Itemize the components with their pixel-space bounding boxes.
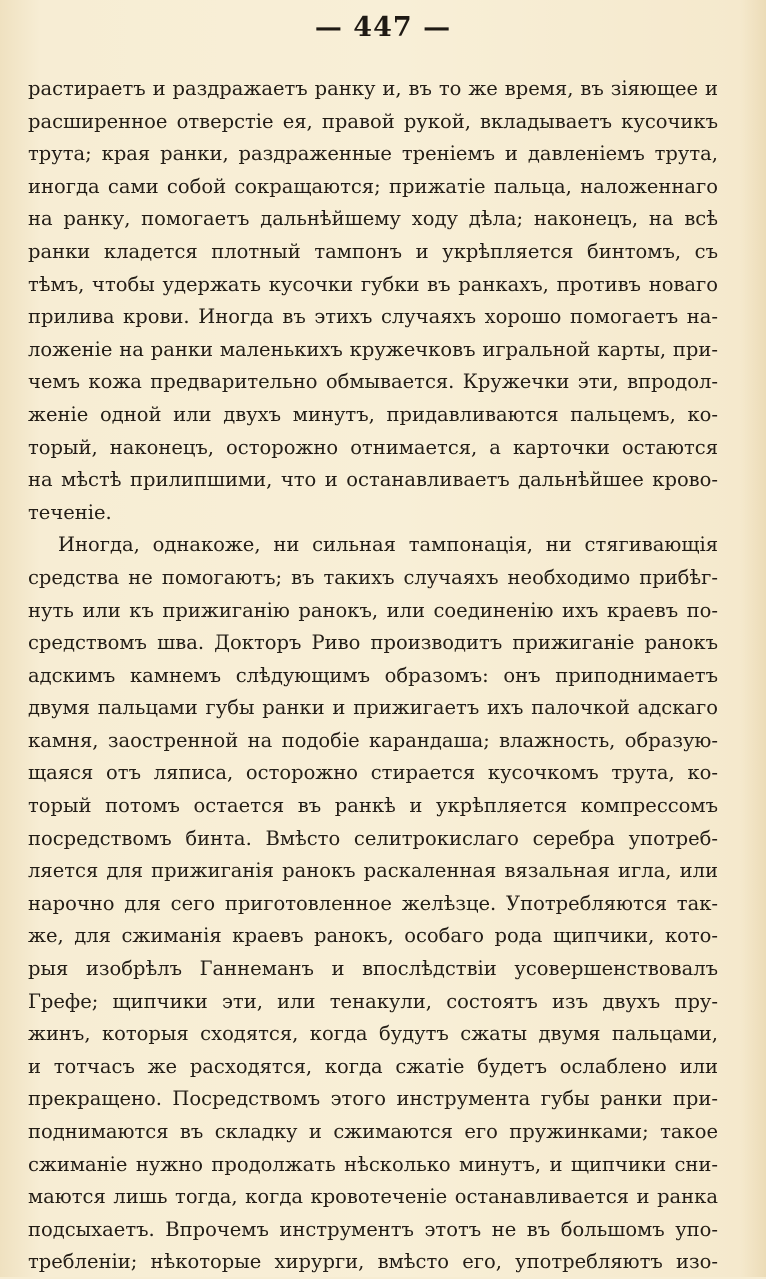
text-line: ложеніе на ранки маленькихъ кружечковъ игральной карты, при- [28,337,718,361]
text-line: маются лишь тогда, когда кровотеченіе останавливается и ранка [28,1185,718,1209]
text-line: Иногда, однакоже, ни сильная тампонація, ни стягивающія [58,533,718,557]
text-line: иногда сами собой сокращаются; прижатіе пальца, наложеннаго [28,174,718,198]
text-line: прекращено. Посредствомъ этого инструмента губы ранки при- [28,1087,718,1111]
text-line: рыя изобрѣлъ Ганнеманъ и впослѣдствіи усовершенствовалъ [28,957,718,981]
text-line: нарочно для сего приготовленное желѣзце. Употребляются так- [28,891,718,915]
text-line: посредствомъ бинта. Вмѣсто селитрокислаго серебра употреб- [28,826,718,850]
text-line: Грефе; щипчики эти, или тенакули, состоятъ изъ двухъ пру- [28,989,718,1013]
paragraph-1 [28,73,718,529]
text-line: требленіи; нѣкоторые хирурги, вмѣсто его, употребляютъ изо- [28,1250,718,1274]
text-line: и тотчасъ же расходятся, когда сжатіе будетъ ослаблено или [28,1054,718,1078]
text-line: на мѣстѣ прилипшими, что и останавливаетъ дальнѣйшее крово- [28,468,718,492]
text-line: средствомъ шва. Докторъ Риво производитъ прижиганіе ранокъ [28,631,718,655]
text-line: ляется для прижиганія ранокъ раскаленная вязальная игла, или [28,859,718,883]
text-line: адскимъ камнемъ слѣдующимъ образомъ: онъ приподнимаетъ [28,663,718,687]
text-line: чемъ кожа предварительно обмывается. Кружечки эти, впродол- [28,370,718,394]
text-line: женіе одной или двухъ минутъ, придавливаются пальцемъ, ко- [28,402,718,426]
text-line: поднимаются въ складку и сжимаются его пружинками; такое [28,1120,718,1143]
text-line: нуть или къ прижиганію ранокъ, или соединенію ихъ краевъ по- [28,598,718,622]
text-line: прилива крови. Иногда въ этихъ случаяхъ хорошо помогаетъ на- [28,305,718,329]
text-line: сжиманіе нужно продолжать нѣсколько минутъ, и щипчики сни- [28,1152,718,1176]
text-line: подсыхаетъ. Впрочемъ инструментъ этотъ не въ большомъ упо- [28,1217,718,1241]
body-text [28,73,718,1279]
text-line: жинъ, которыя сходятся, когда будутъ сжаты двумя пальцами, [28,1022,718,1046]
text-line: щаяся отъ ляписа, осторожно стирается кусочкомъ трута, ко- [28,761,718,785]
text-line: растираетъ и раздражаетъ ранку и, въ то же время, въ зіяющее и [28,77,718,100]
text-line: тѣмъ, чтобы удержать кусочки губки въ ранкахъ, противъ новаго [28,272,718,296]
text-line: теченіе. [28,500,112,524]
text-line: двумя пальцами губы ранки и прижигаетъ ихъ палочкой адскаго [28,696,718,720]
text-line: трута; края ранки, раздраженные треніемъ и давленіемъ трута, [28,142,718,166]
text-line: на ранку, помогаетъ дальнѣйшему ходу дѣла; наконецъ, на всѣ [28,207,718,231]
text-line: же, для сжиманія краевъ ранокъ, особаго рода щипчики, кото- [28,924,718,948]
paragraph-2 [28,529,718,1279]
text-line: торый, наконецъ, осторожно отнимается, а карточки остаются [28,435,718,459]
page-number: — 447 — [314,12,452,43]
text-line: расширенное отверстіе ея, правой рукой, вкладываетъ кусочикъ [28,109,718,133]
text-line: средства не помогаютъ; въ такихъ случаяхъ необходимо прибѣг- [28,565,718,589]
text-line: камня, заостренной на подобіе карандаша; влажность, образую- [28,728,718,752]
text-line: ранки кладется плотный тампонъ и укрѣпляется бинтомъ, съ [28,239,718,263]
text-line: торый потомъ остается въ ранкѣ и укрѣпляется компрессомъ [28,794,718,818]
